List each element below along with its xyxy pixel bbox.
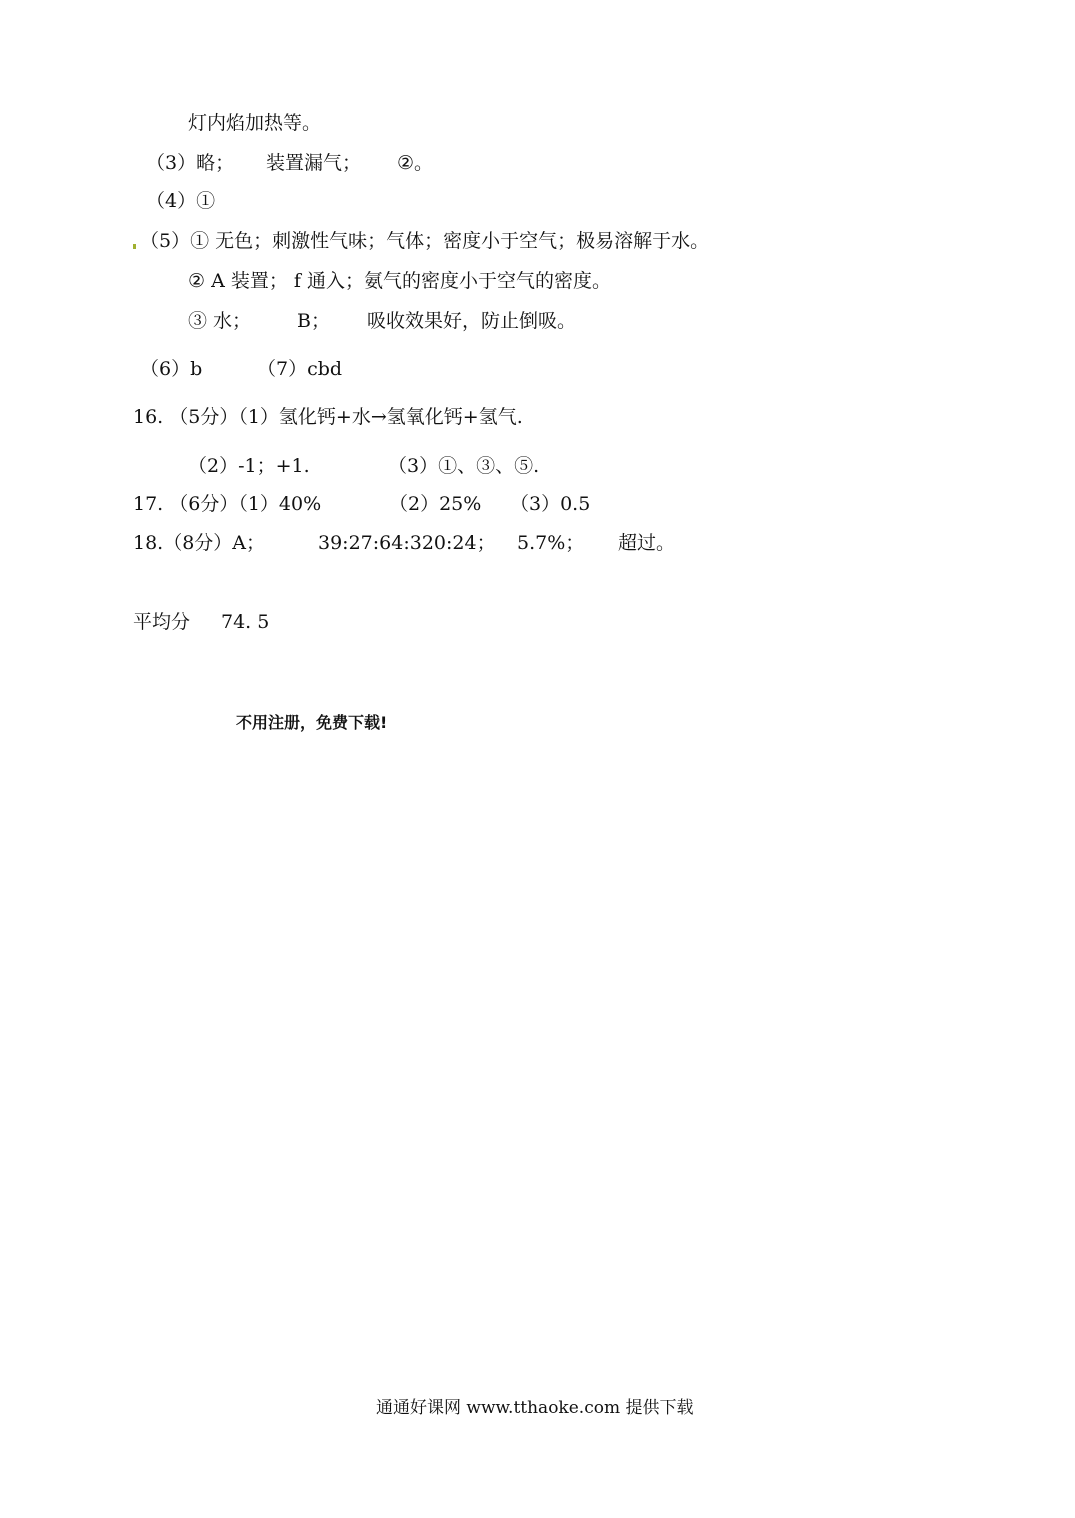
answer-text: 17. （6分）（1）40% [133,493,322,515]
average-score-label: 平均分 [133,611,191,633]
answer-text: 超过。 [618,532,676,554]
answer-text: 吸收效果好，防止倒吸。 [367,310,577,332]
answer-text: B； [297,310,330,332]
answer-text: （2）-1；+1. [188,455,310,477]
answer-text: 39:27:64:320:24； [318,532,496,554]
answer-text: （4）① [146,190,216,212]
answer-text: （2）25% [389,493,482,515]
answer-text: 5.7%； [517,532,585,554]
answer-text: （3）略； [146,152,235,174]
answer-text: 16. （5分）（1）氢化钙+水→氢氧化钙+氢气. [133,406,523,428]
answer-text: ② A 装置； f 通入；氨气的密度小于空气的密度。 [188,270,611,292]
answer-text: 灯内焰加热等。 [188,112,322,134]
answer-text: （3）①、③、⑤. [388,455,540,477]
footer-text: 通通好课网 www.tthaoke.com 提供下载 [376,1398,694,1418]
answer-text: ③ 水； [188,310,252,332]
scan-mark [133,244,136,249]
answer-text: （7）cbd [257,358,343,380]
answer-text: （3）0.5 [510,493,591,515]
answer-text: （6）b [140,358,203,380]
answer-text: 装置漏气； [266,152,362,174]
answer-text: 18.（8分）A； [133,532,266,554]
average-score-value: 74. 5 [221,611,270,633]
notice-text: 不用注册，免费下载! [236,713,388,732]
answer-text: （5）① 无色；刺激性气味；气体；密度小于空气；极易溶解于水。 [140,230,710,252]
answer-text: ②。 [397,152,434,174]
